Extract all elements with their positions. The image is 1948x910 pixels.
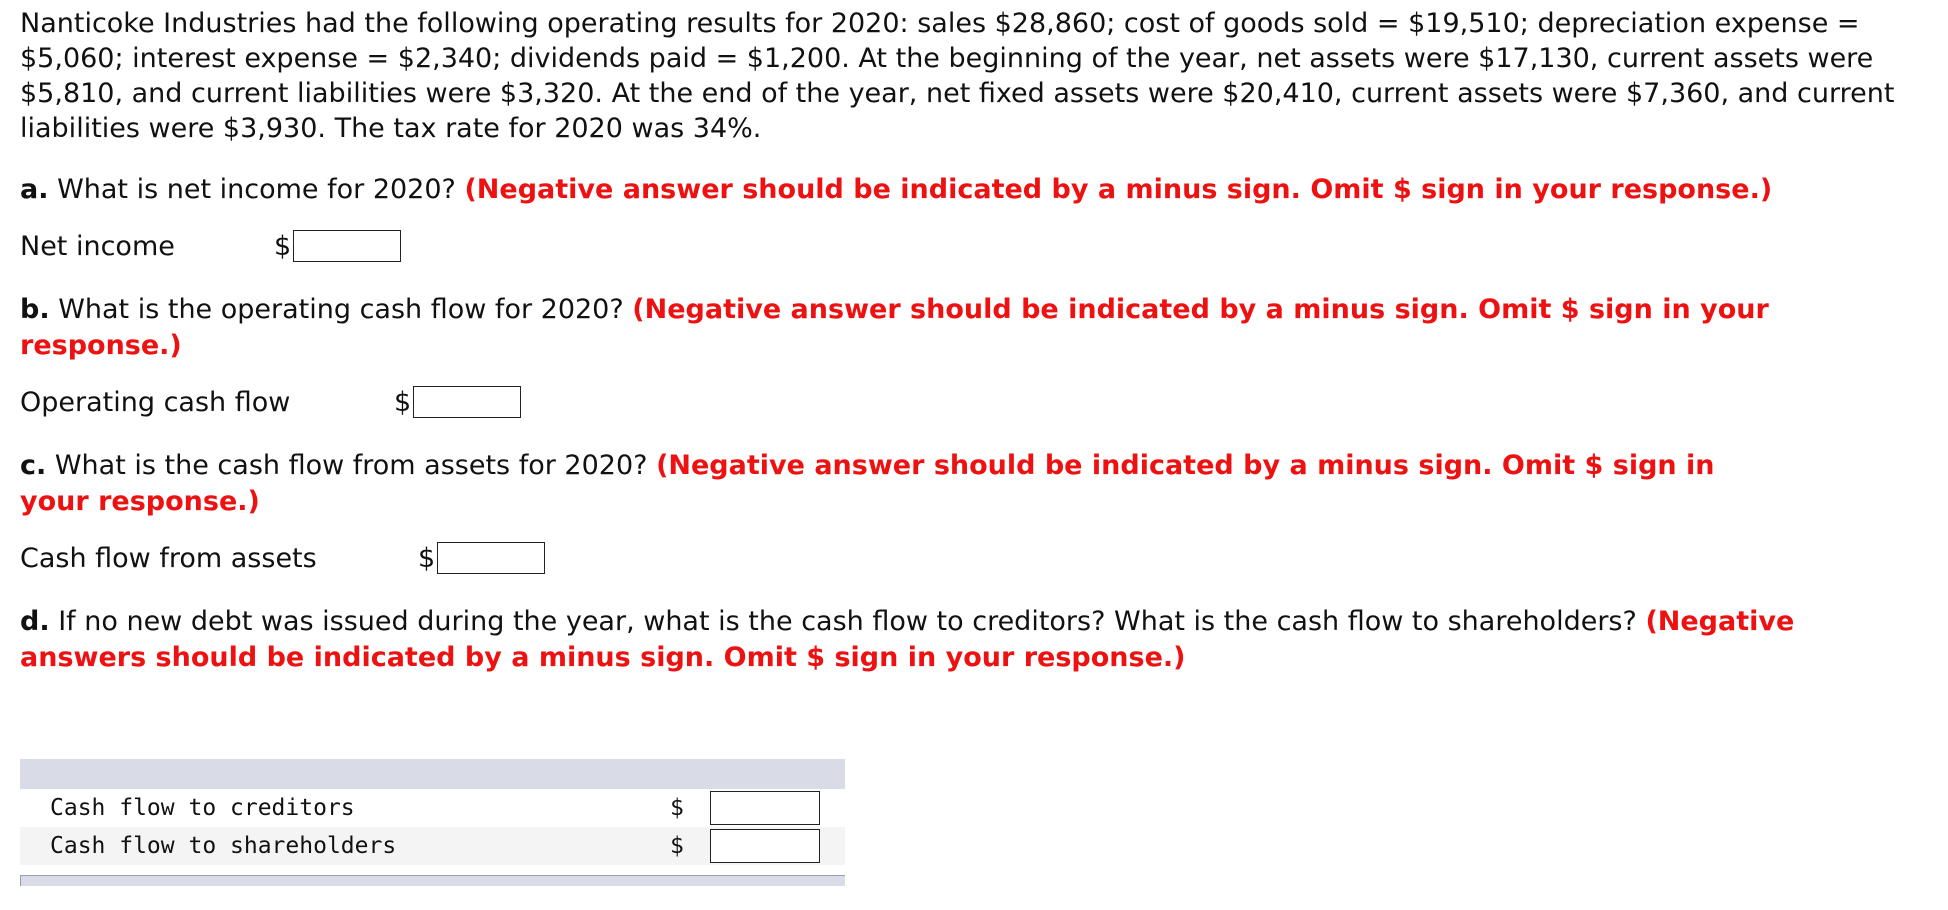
- question-c-text: What is the cash flow from assets for 2020?: [54, 450, 648, 481]
- question-b: [20, 292, 1930, 364]
- question-d-text: If no new debt was issued during the year, what is the cash flow to creditors? What is the cash flow to shareholders?: [58, 606, 1637, 637]
- question-a-letter: a.: [20, 174, 49, 205]
- cash-flow-from-assets-label: Cash flow from assets: [20, 542, 317, 574]
- net-income-label: Net income: [20, 230, 175, 262]
- table-row-cash-flow-to-creditors: [20, 789, 845, 827]
- answer-row-operating-cash-flow: [20, 382, 1930, 422]
- operating-cash-flow-label: Operating cash flow: [20, 386, 291, 418]
- net-income-input[interactable]: [293, 230, 401, 262]
- table-footer-bar: [20, 875, 845, 886]
- question-c-note: (Negative answer should be indicated by a minus sign. Omit $ sign in your response.): [20, 450, 1715, 517]
- question-a-note: (Negative answer should be indicated by a minus sign. Omit $ sign in your response.): [464, 174, 1773, 205]
- cash-flow-to-creditors-input[interactable]: [710, 791, 820, 825]
- cash-flow-from-assets-input[interactable]: [437, 542, 545, 574]
- cash-flow-to-shareholders-input[interactable]: [710, 829, 820, 863]
- problem-statement: Nanticoke Industries had the following operating results for 2020: sales $28,860; cost of goods sold = $19,510; depreciation expense = $5,060; interest expense = $2,340; dividends paid = $1,200. At the beginning of the year, net assets were $17,130, current assets were $5,810, and current liabilities were $3,320. At the end of the year, net fixed assets were $20,410, current assets were $7,360, and current liabilities were $3,930. The tax rate for 2020 was 34%.: [20, 8, 1895, 144]
- question-d-note: (Negative answers should be indicated by a minus sign. Omit $ sign in your response.): [20, 606, 1795, 673]
- question-d-letter: d.: [20, 606, 50, 637]
- net-income-currency: $: [274, 230, 292, 262]
- question-b-letter: b.: [20, 294, 50, 325]
- question-content: [20, 6, 1930, 859]
- table-row-cash-flow-to-shareholders: [20, 827, 845, 865]
- question-c-letter: c.: [20, 450, 47, 481]
- operating-cash-flow-input[interactable]: [413, 386, 521, 418]
- question-b-note: (Negative answer should be indicated by a minus sign. Omit $ sign in your response.): [20, 294, 1769, 361]
- question-a: [20, 172, 1930, 208]
- table-header-bar: [20, 759, 845, 789]
- operating-cash-flow-currency: $: [394, 386, 412, 418]
- cash-flow-to-shareholders-currency: $: [670, 833, 684, 859]
- cash-flow-table: [20, 759, 845, 886]
- question-b-text: What is the operating cash flow for 2020?: [58, 294, 624, 325]
- cash-flow-to-shareholders-label: Cash flow to shareholders: [50, 833, 397, 859]
- cash-flow-to-creditors-label: Cash flow to creditors: [50, 795, 355, 821]
- question-c: [20, 448, 1780, 520]
- answer-row-net-income: [20, 226, 1930, 266]
- question-a-text: What is net income for 2020?: [57, 174, 456, 205]
- cash-flow-from-assets-currency: $: [418, 542, 436, 574]
- cash-flow-to-creditors-currency: $: [670, 795, 684, 821]
- question-d: [20, 604, 1860, 676]
- answer-row-cash-flow-from-assets: [20, 538, 1930, 578]
